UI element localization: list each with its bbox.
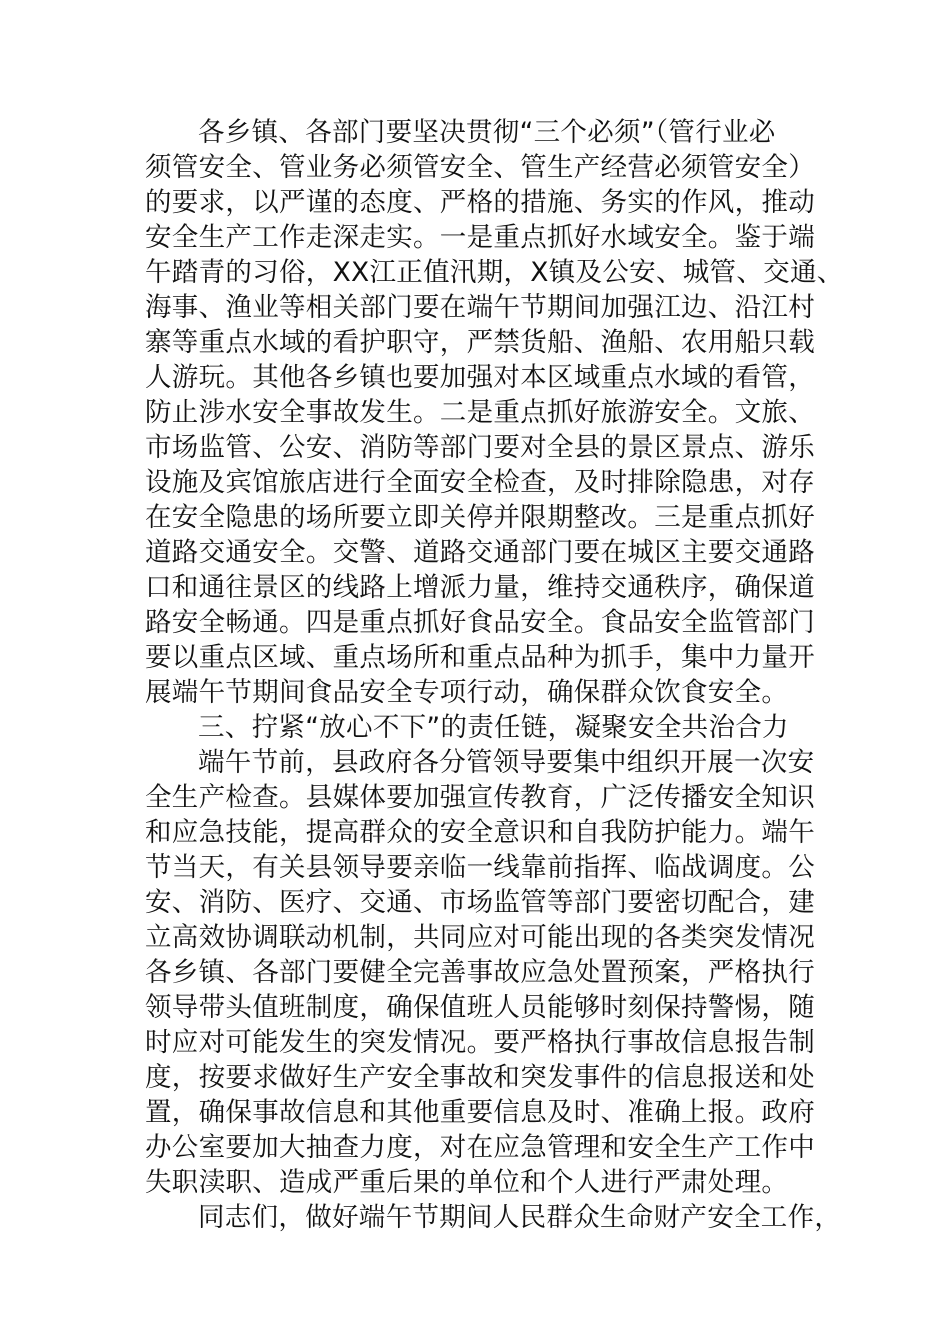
text-line: 时应对可能发生的突发情况。要严格执行事故信息报告制 <box>145 1027 815 1058</box>
text-line: 寨等重点水域的看护职守，严禁货船、渔船、农用船只载 <box>145 327 815 358</box>
text-line: 要以重点区域、重点场所和重点品种为抓手，集中力量开 <box>145 642 815 673</box>
text-line: 各乡镇、各部门要坚决贯彻“三个必须”（管行业必 <box>198 117 776 148</box>
text-line: 和应急技能，提高群众的安全意识和自我防护能力。端午 <box>145 817 815 848</box>
text-line: 道路交通安全。交警、道路交通部门要在城区主要交通路 <box>145 537 815 568</box>
text-line: 市场监管、公安、消防等部门要对全县的景区景点、游乐 <box>145 432 815 463</box>
text-line: 午踏青的习俗，XX江正值汛期，X镇及公安、城管、交通、 <box>145 257 844 288</box>
text-line: 防止涉水安全事故发生。二是重点抓好旅游安全。文旅、 <box>145 397 815 428</box>
text-line: 置，确保事故信息和其他重要信息及时、准确上报。政府 <box>145 1097 815 1128</box>
text-line: 展端午节期间食品安全专项行动，确保群众饮食安全。 <box>145 677 789 708</box>
text-line: 在安全隐患的场所要立即关停并限期整改。三是重点抓好 <box>145 502 815 533</box>
text-line: 口和通往景区的线路上增派力量，维持交通秩序，确保道 <box>145 572 815 603</box>
text-line: 节当天，有关县领导要亲临一线靠前指挥、临战调度。公 <box>145 852 815 883</box>
text-line: 路安全畅通。四是重点抓好食品安全。食品安全监管部门 <box>145 607 815 638</box>
text-line: 失职渎职、造成严重后果的单位和个人进行严肃处理。 <box>145 1167 789 1198</box>
text-line: 同志们，做好端午节期间人民群众生命财产安全工作， <box>198 1202 842 1233</box>
section-heading: 三、拧紧“放心不下”的责任链，凝聚安全共治合力 <box>198 712 789 743</box>
text-line: 安、消防、医疗、交通、市场监管等部门要密切配合，建 <box>145 887 815 918</box>
text-line: 领导带头值班制度，确保值班人员能够时刻保持警惕，随 <box>145 992 815 1023</box>
text-line: 度，按要求做好生产安全事故和突发事件的信息报送和处 <box>145 1062 815 1093</box>
text-line: 须管安全、管业务必须管安全、管生产经营必须管安全） <box>145 152 815 183</box>
text-line: 的要求，以严谨的态度、严格的措施、务实的作风，推动 <box>145 187 815 218</box>
text-line: 各乡镇、各部门要健全完善事故应急处置预案，严格执行 <box>145 957 815 988</box>
text-line: 人游玩。其他各乡镇也要加强对本区域重点水域的看管， <box>145 362 815 393</box>
text-line: 设施及宾馆旅店进行全面安全检查，及时排除隐患，对存 <box>145 467 815 498</box>
text-line: 安全生产工作走深走实。一是重点抓好水域安全。鉴于端 <box>145 222 815 253</box>
text-line: 办公室要加大抽查力度，对在应急管理和安全生产工作中 <box>145 1132 815 1163</box>
text-line: 海事、渔业等相关部门要在端午节期间加强江边、沿江村 <box>145 292 815 323</box>
text-line: 端午节前，县政府各分管领导要集中组织开展一次安 <box>198 747 815 778</box>
text-line: 立高效协调联动机制，共同应对可能出现的各类突发情况 <box>145 922 815 953</box>
text-line: 全生产检查。县媒体要加强宣传教育，广泛传播安全知识 <box>145 782 815 813</box>
